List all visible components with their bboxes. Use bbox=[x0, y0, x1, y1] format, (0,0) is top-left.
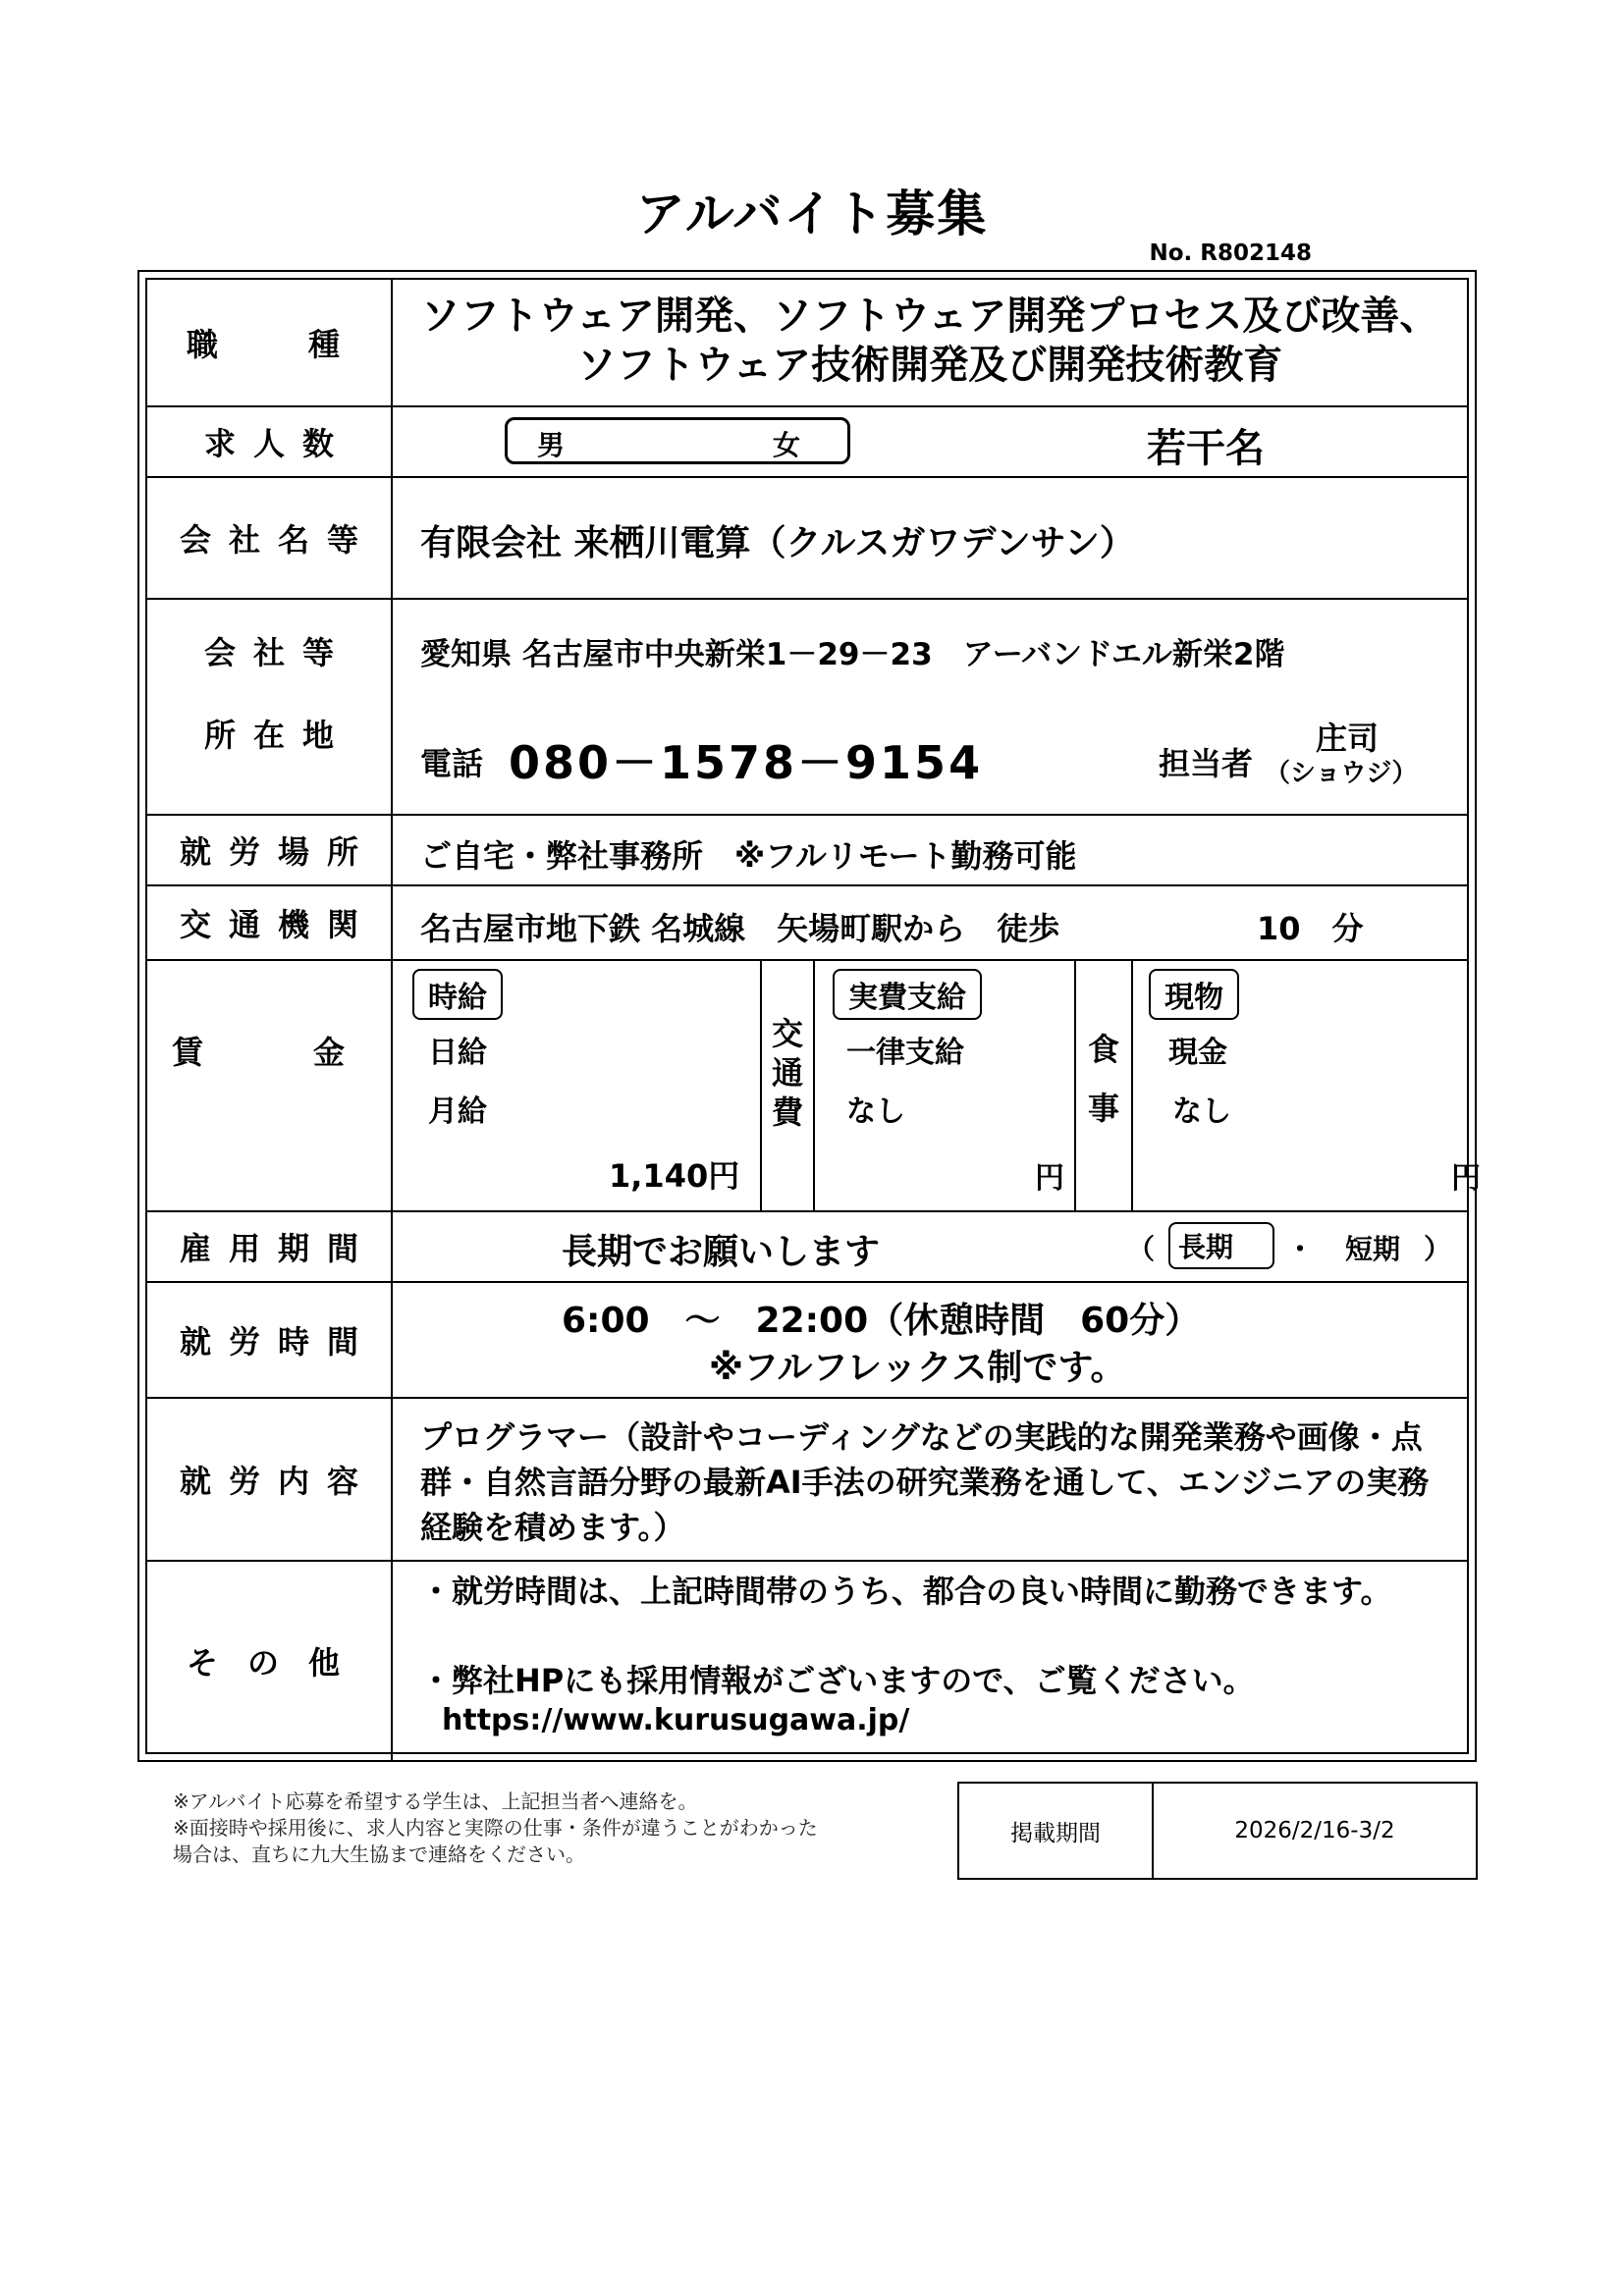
period-open-paren: （ bbox=[1127, 1233, 1156, 1265]
job-type-value: ソフトウェア開発、ソフトウェア開発プロセス及び改善、ソフトウェア技術開発及び開発技術教育 bbox=[420, 294, 1439, 388]
company-name-label: 会社名等 bbox=[147, 478, 393, 598]
female-label: 女 bbox=[773, 429, 801, 461]
address-value: 愛知県 名古屋市中央新栄1－29－23 アーバンドエル新栄2階 bbox=[420, 637, 1285, 672]
work-hours-time: 6:00 ～ 22:00（休憩時間 60分） bbox=[562, 1301, 1201, 1341]
employment-period-label: 雇用期間 bbox=[147, 1212, 393, 1281]
commute-actual-option: 実費支給 bbox=[833, 969, 982, 1020]
row-work-content bbox=[147, 1399, 1467, 1562]
workplace-label: 就労場所 bbox=[147, 816, 393, 884]
row-transport bbox=[147, 886, 1467, 961]
footer-note-3: 場合は、直ちに九大生協まで連絡をください。 bbox=[173, 1842, 585, 1866]
openings-count: 若干名 bbox=[1147, 426, 1265, 471]
address-label-1: 会社等 bbox=[203, 634, 352, 671]
commute-label-1: 交 bbox=[771, 1015, 803, 1052]
male-label: 男 bbox=[537, 429, 566, 461]
meal-label-2: 事 bbox=[1087, 1090, 1119, 1127]
transport-line: 名古屋市地下鉄 名城線 矢場町駅から 徒歩 bbox=[420, 910, 1060, 947]
other-line-1: ・就労時間は、上記時間帯のうち、都合の良い時間に勤務できます。 bbox=[420, 1573, 1392, 1610]
transport-label: 交通機関 bbox=[147, 886, 393, 959]
commute-label-3: 費 bbox=[771, 1094, 803, 1131]
meal-inkind-option: 現物 bbox=[1149, 969, 1239, 1020]
meal-none-option: なし bbox=[1172, 1095, 1231, 1129]
row-employment-period bbox=[147, 1212, 1467, 1283]
work-content-label: 就労内容 bbox=[147, 1399, 393, 1560]
posting-period-value: 2026/2/16-3/2 bbox=[1234, 1818, 1395, 1843]
period-close-paren: ） bbox=[1424, 1233, 1452, 1265]
other-line-2: ・弊社HPにも採用情報がございますので、ご覧ください。 bbox=[420, 1662, 1255, 1699]
meal-yen: 円 bbox=[1451, 1161, 1481, 1196]
meal-cash-option: 現金 bbox=[1168, 1036, 1227, 1070]
posting-period-box bbox=[957, 1782, 1478, 1880]
commute-yen: 円 bbox=[1035, 1161, 1064, 1196]
work-content-value: プログラマー（設計やコーディングなどの実践的な開発業務や画像・点群・自然言語分野の最新AI手法の研究業務を通して、エンジニアの実務経験を積めます。） bbox=[420, 1418, 1430, 1546]
workplace-value: ご自宅・弊社事務所 ※フルリモート勤務可能 bbox=[420, 837, 1077, 875]
row-job-type bbox=[147, 280, 1467, 407]
contact-kana: （ショウジ） bbox=[1265, 759, 1418, 788]
row-other bbox=[147, 1562, 1467, 1760]
posting-period-label: 掲載期間 bbox=[959, 1784, 1154, 1878]
job-posting-table bbox=[137, 270, 1481, 1762]
transport-minutes: 10 分 bbox=[1257, 910, 1364, 947]
row-openings bbox=[147, 407, 1467, 478]
period-dot: ・ bbox=[1286, 1233, 1315, 1265]
wage-label: 賃 金 bbox=[147, 961, 393, 1210]
contact-name: 庄司 bbox=[1316, 720, 1380, 757]
row-company-name bbox=[147, 478, 1467, 600]
gender-box bbox=[505, 417, 850, 464]
address-label-2: 所在地 bbox=[203, 717, 352, 754]
row-workplace bbox=[147, 816, 1467, 886]
commute-label-2: 通 bbox=[771, 1054, 803, 1092]
contact-label: 担当者 bbox=[1159, 745, 1254, 782]
company-url[interactable]: https://www.kurusugawa.jp/ bbox=[442, 1703, 910, 1737]
commute-none-option: なし bbox=[846, 1095, 905, 1129]
footer-note-2: ※面接時や採用後に、求人内容と実際の仕事・条件が違うことがわかった bbox=[173, 1816, 818, 1840]
wage-amount: 1,140円 bbox=[609, 1157, 740, 1195]
work-hours-note: ※フルフレックス制です。 bbox=[709, 1348, 1126, 1388]
other-label: その他 bbox=[147, 1562, 393, 1760]
employment-period-value: 長期でお願いします bbox=[562, 1232, 881, 1272]
row-address bbox=[147, 600, 1467, 816]
meal-label-1: 食 bbox=[1087, 1031, 1119, 1068]
monthly-wage-option: 月給 bbox=[428, 1095, 487, 1129]
row-work-hours bbox=[147, 1283, 1467, 1399]
hourly-wage-option: 時給 bbox=[412, 969, 503, 1020]
page-title: アルバイト募集 bbox=[635, 186, 989, 242]
footer-notes bbox=[173, 1789, 818, 1868]
work-hours-label: 就労時間 bbox=[147, 1283, 393, 1397]
phone-label: 電話 bbox=[420, 745, 484, 782]
openings-label: 求人数 bbox=[147, 407, 393, 476]
job-type-label: 職 種 bbox=[147, 280, 393, 405]
period-long-option: 長期 bbox=[1168, 1222, 1274, 1269]
commute-flat-option: 一律支給 bbox=[846, 1036, 964, 1070]
document-number: No. R802148 bbox=[1149, 240, 1312, 266]
footer-note-1: ※アルバイト応募を希望する学生は、上記担当者へ連絡を。 bbox=[173, 1789, 698, 1813]
period-short-option: 短期 bbox=[1345, 1233, 1401, 1265]
phone-number: 080－1578－9154 bbox=[509, 736, 984, 789]
row-wage bbox=[147, 961, 1481, 1212]
company-name-value: 有限会社 来栖川電算（クルスガワデンサン） bbox=[420, 523, 1135, 563]
daily-wage-option: 日給 bbox=[428, 1036, 487, 1070]
